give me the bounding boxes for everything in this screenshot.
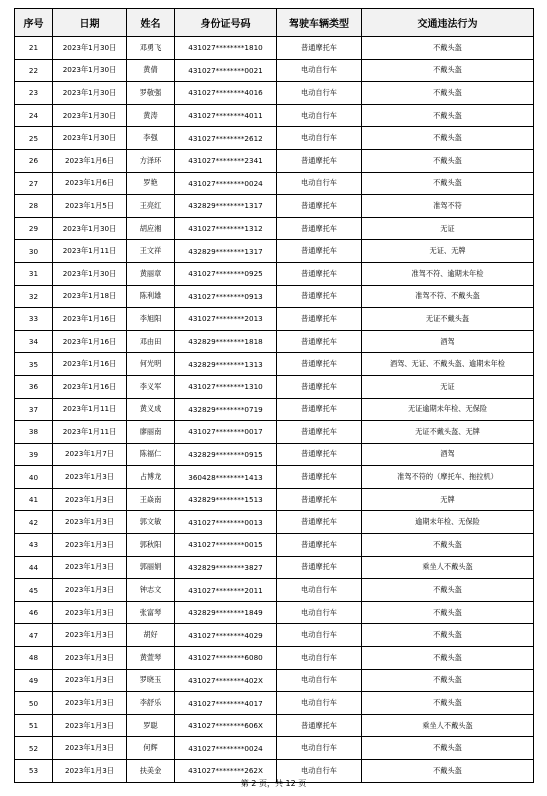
cell-id-number: 431027********2013 <box>175 308 277 331</box>
cell-name: 黄涛 <box>127 104 175 127</box>
table-row <box>15 82 534 105</box>
cell-vehicle-type: 普通摩托车 <box>277 195 362 218</box>
cell-vehicle-type: 普通摩托车 <box>277 285 362 308</box>
cell-id-number: 431027********0925 <box>175 262 277 285</box>
cell-id-number: 432829********1513 <box>175 488 277 511</box>
cell-vehicle-type: 普通摩托车 <box>277 330 362 353</box>
cell-serial-number: 47 <box>15 624 53 647</box>
cell-date: 2023年1月30日 <box>53 262 127 285</box>
cell-serial-number: 39 <box>15 443 53 466</box>
cell-name: 胡好 <box>127 624 175 647</box>
table-row <box>15 104 534 127</box>
cell-vehicle-type: 普通摩托车 <box>277 375 362 398</box>
table-row <box>15 647 534 670</box>
table-row <box>15 217 534 240</box>
cell-vehicle-type: 电动自行车 <box>277 669 362 692</box>
cell-vehicle-type: 电动自行车 <box>277 692 362 715</box>
header-violation: 交通违法行为 <box>362 9 534 37</box>
cell-name: 罗敬强 <box>127 82 175 105</box>
cell-id-number: 432829********3827 <box>175 556 277 579</box>
cell-id-number: 431027********4011 <box>175 104 277 127</box>
cell-vehicle-type: 普通摩托车 <box>277 308 362 331</box>
cell-date: 2023年1月30日 <box>53 82 127 105</box>
table-header-row <box>15 9 534 37</box>
cell-date: 2023年1月3日 <box>53 556 127 579</box>
table-row <box>15 127 534 150</box>
cell-serial-number: 41 <box>15 488 53 511</box>
cell-violation: 不戴头盔 <box>362 149 534 172</box>
cell-serial-number: 28 <box>15 195 53 218</box>
cell-serial-number: 34 <box>15 330 53 353</box>
cell-id-number: 431027********2011 <box>175 579 277 602</box>
cell-violation: 酒驾 <box>362 443 534 466</box>
cell-violation: 不戴头盔 <box>362 737 534 760</box>
table-row <box>15 37 534 60</box>
cell-violation: 不戴头盔 <box>362 104 534 127</box>
table-row <box>15 488 534 511</box>
cell-date: 2023年1月16日 <box>53 353 127 376</box>
cell-violation: 不戴头盔 <box>362 534 534 557</box>
cell-date: 2023年1月16日 <box>53 330 127 353</box>
cell-serial-number: 32 <box>15 285 53 308</box>
cell-violation: 无证 <box>362 375 534 398</box>
cell-date: 2023年1月3日 <box>53 579 127 602</box>
cell-name: 廖丽南 <box>127 421 175 444</box>
cell-vehicle-type: 电动自行车 <box>277 601 362 624</box>
table-body <box>15 37 534 783</box>
cell-date: 2023年1月3日 <box>53 534 127 557</box>
cell-name: 黄倩 <box>127 59 175 82</box>
cell-id-number: 432829********1849 <box>175 601 277 624</box>
cell-serial-number: 31 <box>15 262 53 285</box>
cell-serial-number: 21 <box>15 37 53 60</box>
cell-vehicle-type: 普通摩托车 <box>277 37 362 60</box>
cell-violation: 无证逾期未年检、无保险 <box>362 398 534 421</box>
cell-violation: 不戴头盔 <box>362 624 534 647</box>
header-name: 姓名 <box>127 9 175 37</box>
cell-violation: 不戴头盔 <box>362 127 534 150</box>
cell-serial-number: 22 <box>15 59 53 82</box>
cell-vehicle-type: 普通摩托车 <box>277 511 362 534</box>
cell-id-number: 431027********0021 <box>175 59 277 82</box>
cell-name: 李舒乐 <box>127 692 175 715</box>
cell-violation: 不戴头盔 <box>362 579 534 602</box>
cell-violation: 准驾不符的（摩托车、拖拉机） <box>362 466 534 489</box>
table-row <box>15 330 534 353</box>
cell-name: 黄义成 <box>127 398 175 421</box>
cell-vehicle-type: 电动自行车 <box>277 647 362 670</box>
cell-violation: 准驾不符 <box>362 195 534 218</box>
table-row <box>15 308 534 331</box>
cell-serial-number: 40 <box>15 466 53 489</box>
cell-violation: 无证 <box>362 217 534 240</box>
cell-date: 2023年1月3日 <box>53 669 127 692</box>
cell-serial-number: 33 <box>15 308 53 331</box>
header-date: 日期 <box>53 9 127 37</box>
cell-vehicle-type: 普通摩托车 <box>277 398 362 421</box>
cell-violation: 不戴头盔 <box>362 82 534 105</box>
cell-date: 2023年1月30日 <box>53 37 127 60</box>
cell-id-number: 431027********0913 <box>175 285 277 308</box>
cell-name: 邓勇飞 <box>127 37 175 60</box>
cell-id-number: 431027********4017 <box>175 692 277 715</box>
cell-name: 郭文敏 <box>127 511 175 534</box>
cell-id-number: 431027********606X <box>175 714 277 737</box>
cell-vehicle-type: 电动自行车 <box>277 737 362 760</box>
cell-violation: 乘坐人不戴头盔 <box>362 556 534 579</box>
cell-name: 王文祥 <box>127 240 175 263</box>
cell-name: 王焱南 <box>127 488 175 511</box>
cell-violation: 乘坐人不戴头盔 <box>362 714 534 737</box>
cell-name: 黄丽章 <box>127 262 175 285</box>
cell-id-number: 431027********4016 <box>175 82 277 105</box>
cell-vehicle-type: 普通摩托车 <box>277 262 362 285</box>
cell-vehicle-type: 电动自行车 <box>277 624 362 647</box>
cell-date: 2023年1月5日 <box>53 195 127 218</box>
cell-vehicle-type: 普通摩托车 <box>277 556 362 579</box>
cell-serial-number: 50 <box>15 692 53 715</box>
cell-violation: 不戴头盔 <box>362 601 534 624</box>
cell-name: 张富琴 <box>127 601 175 624</box>
cell-date: 2023年1月3日 <box>53 737 127 760</box>
cell-serial-number: 23 <box>15 82 53 105</box>
cell-violation: 无证不戴头盔、无牌 <box>362 421 534 444</box>
cell-date: 2023年1月3日 <box>53 488 127 511</box>
cell-id-number: 360428********1413 <box>175 466 277 489</box>
cell-id-number: 432829********1317 <box>175 195 277 218</box>
cell-serial-number: 37 <box>15 398 53 421</box>
cell-vehicle-type: 普通摩托车 <box>277 534 362 557</box>
cell-violation: 不戴头盔 <box>362 172 534 195</box>
cell-date: 2023年1月11日 <box>53 398 127 421</box>
cell-serial-number: 25 <box>15 127 53 150</box>
table-row <box>15 511 534 534</box>
cell-vehicle-type: 普通摩托车 <box>277 217 362 240</box>
table-row <box>15 737 534 760</box>
cell-serial-number: 29 <box>15 217 53 240</box>
cell-date: 2023年1月18日 <box>53 285 127 308</box>
cell-id-number: 431027********1312 <box>175 217 277 240</box>
cell-name: 郭秋阳 <box>127 534 175 557</box>
cell-date: 2023年1月3日 <box>53 647 127 670</box>
cell-date: 2023年1月6日 <box>53 172 127 195</box>
cell-id-number: 431027********0017 <box>175 421 277 444</box>
cell-date: 2023年1月3日 <box>53 511 127 534</box>
table-row <box>15 421 534 444</box>
cell-vehicle-type: 普通摩托车 <box>277 149 362 172</box>
cell-serial-number: 49 <box>15 669 53 692</box>
cell-name: 罗聪 <box>127 714 175 737</box>
table-row <box>15 285 534 308</box>
cell-serial-number: 30 <box>15 240 53 263</box>
cell-vehicle-type: 电动自行车 <box>277 127 362 150</box>
cell-id-number: 431027********2612 <box>175 127 277 150</box>
table-row <box>15 601 534 624</box>
cell-serial-number: 27 <box>15 172 53 195</box>
cell-id-number: 431027********0015 <box>175 534 277 557</box>
cell-vehicle-type: 电动自行车 <box>277 104 362 127</box>
cell-vehicle-type: 普通摩托车 <box>277 421 362 444</box>
cell-date: 2023年1月3日 <box>53 601 127 624</box>
cell-serial-number: 51 <box>15 714 53 737</box>
cell-violation: 酒驾、无证、不戴头盔、逾期未年检 <box>362 353 534 376</box>
cell-date: 2023年1月6日 <box>53 149 127 172</box>
cell-violation: 无牌 <box>362 488 534 511</box>
table-row <box>15 398 534 421</box>
cell-id-number: 431027********1310 <box>175 375 277 398</box>
cell-violation: 准驾不符、不戴头盔 <box>362 285 534 308</box>
cell-name: 胡应湘 <box>127 217 175 240</box>
cell-id-number: 432829********1313 <box>175 353 277 376</box>
cell-violation: 不戴头盔 <box>362 37 534 60</box>
cell-serial-number: 35 <box>15 353 53 376</box>
cell-violation: 不戴头盔 <box>362 692 534 715</box>
cell-vehicle-type: 普通摩托车 <box>277 240 362 263</box>
cell-name: 罗艳 <box>127 172 175 195</box>
cell-vehicle-type: 普通摩托车 <box>277 488 362 511</box>
cell-name: 李义军 <box>127 375 175 398</box>
cell-name: 何辉 <box>127 737 175 760</box>
header-id-number: 身份证号码 <box>175 9 277 37</box>
cell-serial-number: 48 <box>15 647 53 670</box>
cell-date: 2023年1月30日 <box>53 59 127 82</box>
table-row <box>15 195 534 218</box>
cell-serial-number: 42 <box>15 511 53 534</box>
cell-vehicle-type: 普通摩托车 <box>277 443 362 466</box>
cell-date: 2023年1月30日 <box>53 104 127 127</box>
page-number: 第 2 页，共 12 页 <box>240 779 307 788</box>
table-row <box>15 579 534 602</box>
cell-vehicle-type: 电动自行车 <box>277 82 362 105</box>
cell-name: 李旭阳 <box>127 308 175 331</box>
cell-violation: 不戴头盔 <box>362 669 534 692</box>
cell-id-number: 431027********4029 <box>175 624 277 647</box>
cell-violation: 准驾不符、逾期未年检 <box>362 262 534 285</box>
cell-name: 黄萱琴 <box>127 647 175 670</box>
cell-id-number: 431027********402X <box>175 669 277 692</box>
cell-serial-number: 26 <box>15 149 53 172</box>
table-row <box>15 353 534 376</box>
cell-name: 郭丽娟 <box>127 556 175 579</box>
cell-id-number: 432829********1818 <box>175 330 277 353</box>
cell-violation: 不戴头盔 <box>362 59 534 82</box>
cell-name: 扶美金 <box>127 760 175 783</box>
table-row <box>15 556 534 579</box>
cell-violation: 无证、无牌 <box>362 240 534 263</box>
cell-vehicle-type: 电动自行车 <box>277 760 362 783</box>
cell-id-number: 431027********262X <box>175 760 277 783</box>
table-row <box>15 466 534 489</box>
cell-id-number: 432829********1317 <box>175 240 277 263</box>
cell-name: 邓由田 <box>127 330 175 353</box>
table-row <box>15 375 534 398</box>
cell-serial-number: 53 <box>15 760 53 783</box>
table-row <box>15 443 534 466</box>
table-row <box>15 240 534 263</box>
cell-id-number: 432829********0719 <box>175 398 277 421</box>
cell-date: 2023年1月30日 <box>53 217 127 240</box>
cell-name: 罗晓玉 <box>127 669 175 692</box>
cell-date: 2023年1月3日 <box>53 466 127 489</box>
cell-name: 何光明 <box>127 353 175 376</box>
table-row <box>15 59 534 82</box>
cell-serial-number: 46 <box>15 601 53 624</box>
cell-name: 占博龙 <box>127 466 175 489</box>
cell-date: 2023年1月3日 <box>53 760 127 783</box>
cell-vehicle-type: 电动自行车 <box>277 579 362 602</box>
cell-violation: 无证不戴头盔 <box>362 308 534 331</box>
cell-name: 钟志文 <box>127 579 175 602</box>
cell-name: 李强 <box>127 127 175 150</box>
table-row <box>15 669 534 692</box>
cell-date: 2023年1月11日 <box>53 421 127 444</box>
cell-name: 方泽环 <box>127 149 175 172</box>
cell-violation: 逾期未年检、无保险 <box>362 511 534 534</box>
header-vehicle-type: 驾驶车辆类型 <box>277 9 362 37</box>
cell-violation: 酒驾 <box>362 330 534 353</box>
cell-id-number: 431027********2341 <box>175 149 277 172</box>
cell-date: 2023年1月11日 <box>53 240 127 263</box>
cell-vehicle-type: 电动自行车 <box>277 172 362 195</box>
cell-vehicle-type: 电动自行车 <box>277 59 362 82</box>
cell-date: 2023年1月3日 <box>53 714 127 737</box>
cell-serial-number: 36 <box>15 375 53 398</box>
cell-id-number: 431027********6080 <box>175 647 277 670</box>
cell-serial-number: 43 <box>15 534 53 557</box>
cell-serial-number: 38 <box>15 421 53 444</box>
cell-id-number: 431027********0024 <box>175 172 277 195</box>
cell-vehicle-type: 普通摩托车 <box>277 353 362 376</box>
cell-name: 陈利雄 <box>127 285 175 308</box>
table-row <box>15 624 534 647</box>
table-row <box>15 714 534 737</box>
cell-date: 2023年1月3日 <box>53 624 127 647</box>
cell-id-number: 432829********0915 <box>175 443 277 466</box>
table-row <box>15 692 534 715</box>
cell-name: 王亮红 <box>127 195 175 218</box>
cell-date: 2023年1月30日 <box>53 127 127 150</box>
table-row <box>15 262 534 285</box>
cell-vehicle-type: 普通摩托车 <box>277 714 362 737</box>
cell-date: 2023年1月16日 <box>53 308 127 331</box>
cell-id-number: 431027********0013 <box>175 511 277 534</box>
table-row <box>15 149 534 172</box>
cell-violation: 不戴头盔 <box>362 647 534 670</box>
cell-serial-number: 44 <box>15 556 53 579</box>
table-row <box>15 534 534 557</box>
cell-date: 2023年1月3日 <box>53 692 127 715</box>
cell-violation: 不戴头盔 <box>362 760 534 783</box>
table-row <box>15 172 534 195</box>
cell-id-number: 431027********1810 <box>175 37 277 60</box>
violation-records-table <box>14 8 534 783</box>
cell-serial-number: 52 <box>15 737 53 760</box>
cell-serial-number: 45 <box>15 579 53 602</box>
cell-date: 2023年1月7日 <box>53 443 127 466</box>
cell-serial-number: 24 <box>15 104 53 127</box>
header-serial-number: 序号 <box>15 9 53 37</box>
cell-date: 2023年1月16日 <box>53 375 127 398</box>
cell-name: 陈福仁 <box>127 443 175 466</box>
cell-id-number: 431027********0024 <box>175 737 277 760</box>
cell-vehicle-type: 普通摩托车 <box>277 466 362 489</box>
